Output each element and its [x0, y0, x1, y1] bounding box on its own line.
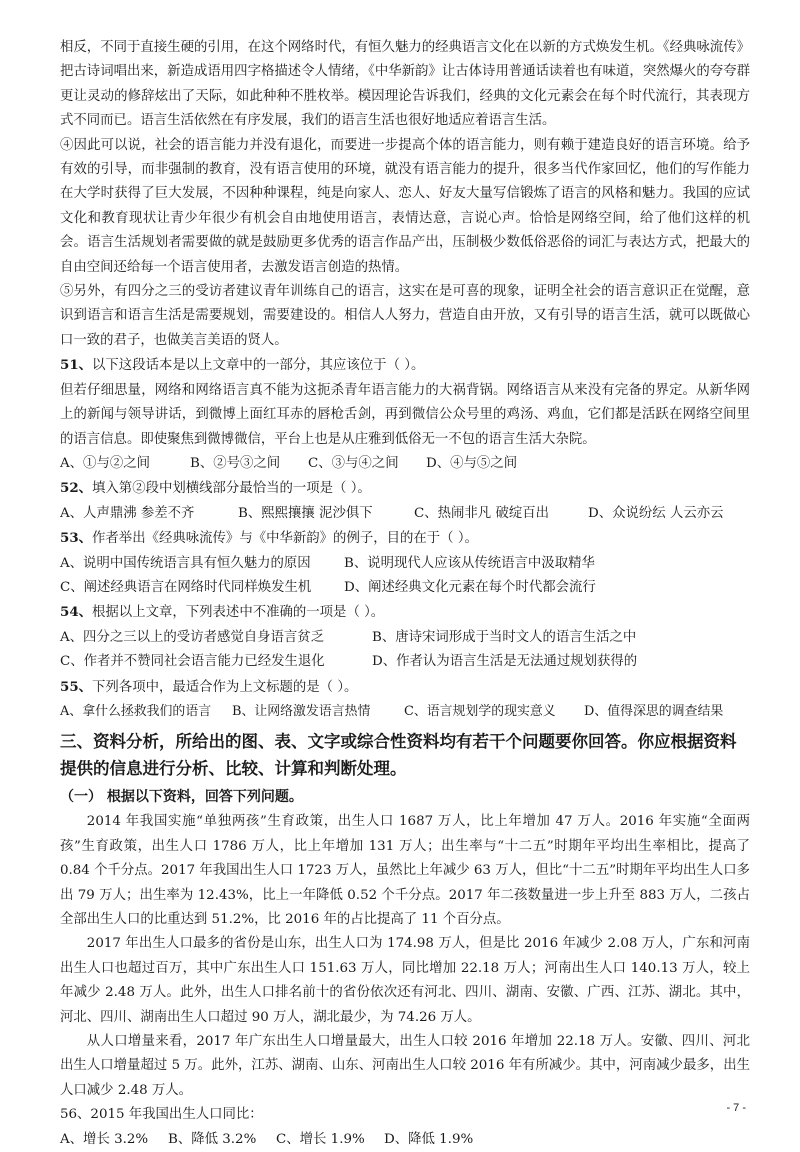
option-c: C、阐述经典语言在网络时代同样焕发生机 — [60, 579, 312, 595]
paragraph-5: ⑤另外，有四分之三的受访者建议青年训练自己的语言，这实在是可喜的现象，证明全社会的语言意识正在觉醒，意识到语言和语言生活是需要规划，需要建设的。相信人人努力，营造自由开放，又有引导的语言生活，就可以既做心口一致的君子，也做美言美语的贤人。 — [60, 284, 750, 348]
page-number: - 7 - — [726, 1102, 746, 1114]
option-b: B、说明现代人应该从传统语言中汲取精华 — [344, 555, 595, 571]
question-number: 55、 — [60, 678, 93, 695]
option-d: D、值得深思的调查结果 — [584, 703, 724, 719]
option-d: D、阐述经典文化元素在每个时代都会流行 — [344, 579, 596, 595]
question-52 — [60, 476, 750, 501]
option-c: C、③与④之间 — [308, 455, 399, 471]
question-56: 56、2015 年我国出生人口同比： — [60, 1107, 263, 1123]
question-53 — [60, 526, 750, 551]
option-c: C、热闹非凡 破绽百出 — [414, 505, 550, 521]
question-51 — [60, 353, 750, 378]
question-55 — [60, 675, 750, 700]
data-paragraph-3: 从人口增量来看，2017 年广东出生人口增量最大，出生人口较 2016 年增加 22.18 万人。安徽、四川、河北出生人口增量超过 5 万。此外，江苏、湖南、山东、河南出生人口较 2016 年有所减少。其中，河南减少最多，出生人口减少 2.48 万人。 — [60, 1034, 750, 1098]
question-56-options — [60, 1128, 750, 1152]
section-heading: 三、资料分析，所给出的图、表、文字或综合性资料均有若干个问题要你回答。你应根据资料提供的信息进行分析、比较、计算和判断处理。 — [60, 732, 737, 779]
option-b: B、降低 3.2% — [168, 1131, 257, 1147]
paragraph-4: ④因此可以说，社会的语言能力并没有退化，而要进一步提高个体的语言能力，则有赖于建造良好的语言环境。给予有效的引导，而非强制的教育，没有语言使用的环境，就没有语言能力的提升，很多当代作家回忆，他们的写作能力在大学时获得了巨大发展，不因种种课程，纯是向家人、恋人、好友大量写信锻炼了语言的风格和魅力。我国的应试文化和教育现状让青少年很少有机会自由地使用语言，表情达意，言说心声。恰恰是网络空间，给了他们这样的机会。语言生活规划者需要做的就是鼓励更多优秀的语言作品产出，压制极少数低俗恶俗的词汇与表达方式，把最大的自由空间还给每一个语言使用者，去激发语言创造的热情。 — [60, 137, 750, 275]
option-a: A、①与②之间 — [60, 455, 151, 471]
paragraph-3-continued: 相反，不同于直接生硬的引用，在这个网络时代，有恒久魅力的经典语言文化在以新的方式焕发生机。《经典咏流传》把古诗词唱出来，新造成语用四字格描述令人情绪，《中华新韵》让古体诗用普通话读着也有味道，突然爆火的夸夸群更让灵动的修辞炫出了天际，如此种种不胜枚举。模因理论告诉我们，经典的文化元素会在每个时代流行，其表现方式不同而已。语言生活依然在有序发展，我们的语言生活也很好地适应着语言生活。 — [60, 40, 750, 129]
question-text: 根据以上文章，下列表述中不准确的一项是（ ）。 — [92, 605, 385, 621]
option-a: A、人声鼎沸 参差不齐 — [60, 505, 195, 521]
option-c: C、语言规划学的现实意义 — [404, 703, 556, 719]
option-d: D、作者认为语言生活是无法通过规划获得的 — [372, 654, 638, 670]
question-55-options — [60, 700, 750, 724]
question-text: 填入第②段中划横线部分最恰当的一项是（ ）。 — [92, 481, 371, 497]
option-d: D、降低 1.9% — [384, 1131, 474, 1147]
question-text: 以下这段话本是以上文章中的一部分，其应该位于（ ）。 — [92, 358, 425, 374]
option-b: B、熙熙攘攘 泥沙俱下 — [238, 505, 373, 521]
option-b: B、让网络激发语言热情 — [232, 703, 371, 719]
question-53-options-row-1 — [60, 552, 750, 576]
question-number: 51、 — [60, 357, 93, 374]
data-paragraph-2: 2017 年出生人口最多的省份是山东，出生人口为 174.98 万人，但是比 2016 年减少 2.08 万人，广东和河南出生人口也超过百万，其中广东出生人口 151.63 万人，同比增加 22.18 万人；河南出生人口 140.13 万人，较上年减少 2.48 万人。此外，出生人口排名前十的省份依次还有河北、四川、湖南、安徽、广西、江苏、湖北。其中，河北、四川、湖南出生人口超过 90 万人，湖北最少，为 74.26 万人。 — [60, 936, 750, 1025]
option-a: A、增长 3.2% — [60, 1131, 149, 1147]
data-paragraph-1: 2014 年我国实施“单独两孩”生育政策，出生人口 1687 万人，比上年增加 47 万人。2016 年实施“全面两孩”生育政策，出生人口 1786 万人，比上年增加 131 万人；出生率与“十二五”时期年平均出生率相比，提高了 0.84 个千分点。2017 年我国出生人口 1723 万人，虽然比上年减少 63 万人，但比“十二五”时期年平均出生人口多出 79 万人；出生率为 12.43%，比上一年降低 0.52 个千分点。2017 年二孩数量进一步上升至 883 万人，二孩占全部出生人口的比重达到 51.2%，比 2016 年的占比提高了 11 个百分点。 — [60, 814, 750, 927]
question-54-options-row-1 — [60, 626, 750, 650]
question-54 — [60, 600, 750, 625]
page-content — [60, 36, 750, 1152]
question-text: 作者举出《经典咏流传》与《中华新韵》的例子，目的在于（ ）。 — [92, 531, 478, 547]
option-b: B、唐诗宋词形成于当时文人的语言生活之中 — [372, 629, 637, 645]
question-52-options — [60, 502, 750, 526]
option-a: A、拿什么拯救我们的语言 — [60, 703, 212, 719]
question-text: 下列各项中，最适合作为上文标题的是（ ）。 — [92, 679, 358, 695]
question-number: 53、 — [60, 530, 93, 547]
option-a: A、说明中国传统语言具有恒久魅力的原因 — [60, 555, 311, 571]
question-54-options-row-2 — [60, 650, 750, 674]
question-53-options-row-2 — [60, 576, 750, 600]
option-c: C、增长 1.9% — [276, 1131, 365, 1147]
question-51-options — [60, 452, 750, 476]
option-c: C、作者并不赞同社会语言能力已经发生退化 — [60, 654, 325, 670]
question-number: 52、 — [60, 480, 93, 497]
option-d: D、众说纷纭 人云亦云 — [588, 505, 724, 521]
question-number: 54、 — [60, 604, 93, 621]
subsection-heading: （一） 根据以下资料，回答下列问题。 — [60, 789, 303, 806]
option-b: B、②号③之间 — [190, 455, 281, 471]
option-d: D、④与⑤之间 — [426, 455, 518, 471]
question-51-passage: 但若仔细思量，网络和网络语言真不能为这扼杀青年语言能力的大祸背锅。网络语言从来没有完备的界定。从新华网上的新闻与领导讲话，到微博上面红耳赤的唇枪舌剑，再到微信公众号里的鸡汤、鸡血，它们都是活跃在网络空间里的语言信息。即使聚焦到微博微信，平台上也是从庄雅到低俗无一不包的语言生活大杂院。 — [60, 382, 750, 447]
option-a: A、四分之三以上的受访者感觉自身语言贫乏 — [60, 629, 325, 645]
